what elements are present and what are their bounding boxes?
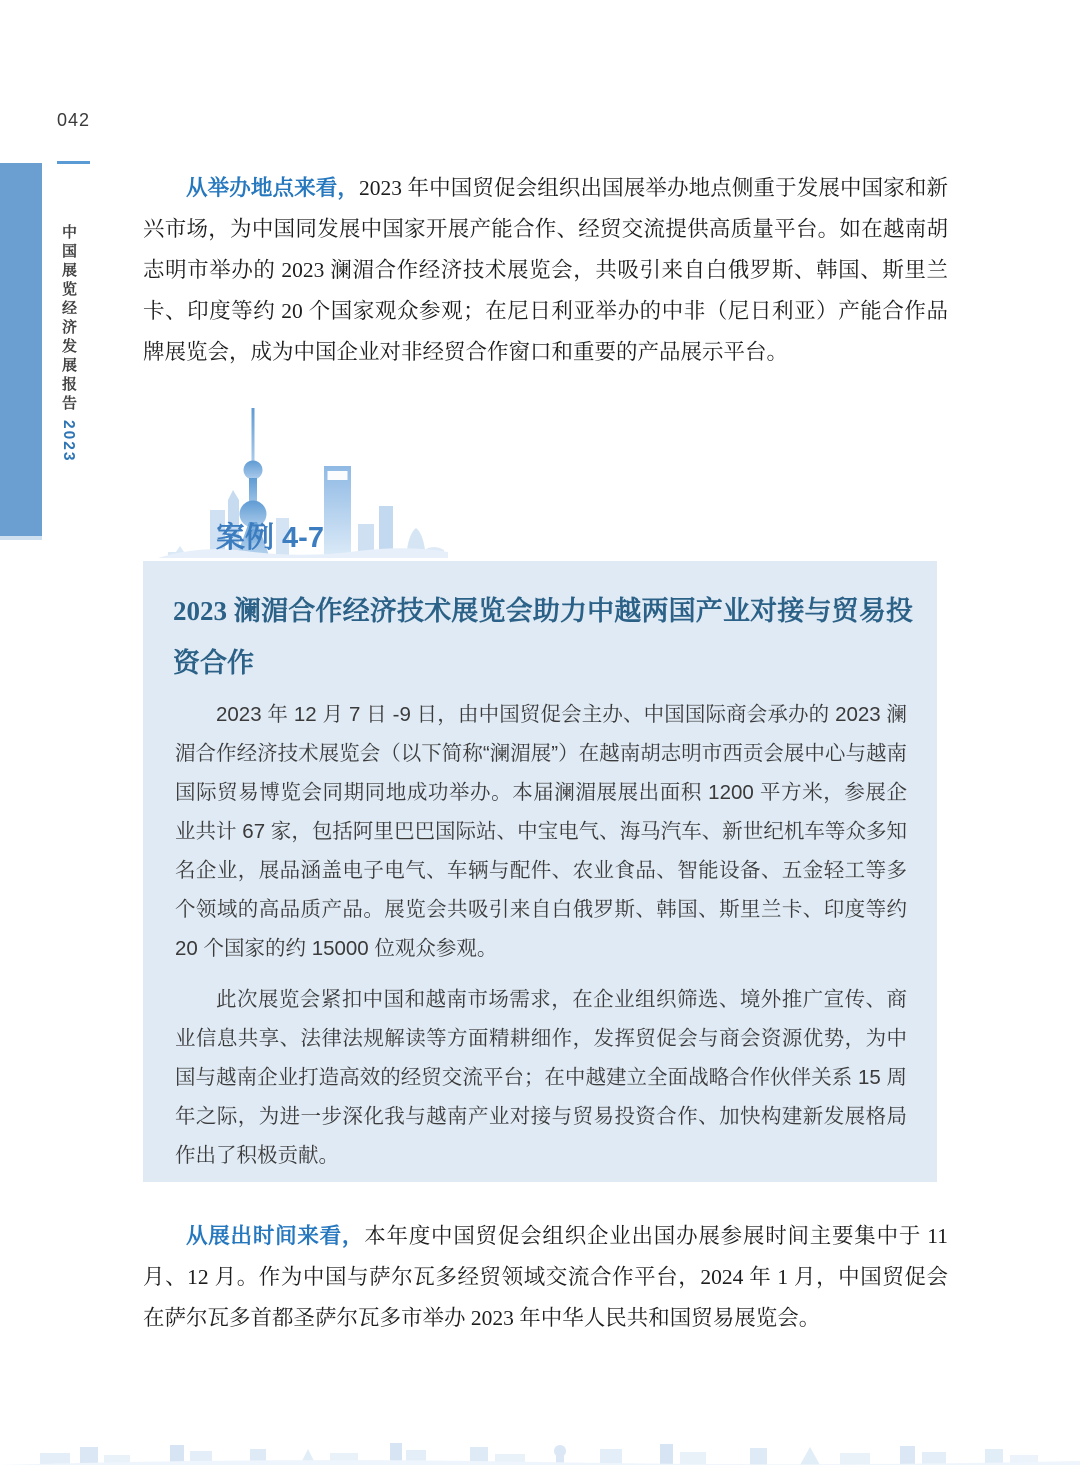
sidebar-title-text: 中国展览经济发展报告 bbox=[60, 224, 77, 414]
sidebar-vertical-title bbox=[58, 224, 79, 462]
case-title: 2023 澜湄合作经济技术展览会助力中越两国产业对接与贸易投资合作 bbox=[173, 596, 913, 678]
case-paragraph-2: 此次展览会紧扣中国和越南市场需求，在企业组织筛选、境外推广宣传、商业信息共享、法律法规解读等方面精耕细作，发挥贸促会与商会资源优势，为中国与越南企业打造高效的经贸交流平台；在中越建立全面战略合作伙伴关系 15 周年之际，为进一步深化我与越南产业对接与贸易投资合作、加快构建新发展格局作出了积极贡献。 bbox=[175, 988, 907, 1167]
sidebar-year: 2023 bbox=[60, 420, 77, 463]
case-body bbox=[175, 695, 907, 1187]
page-number-rule bbox=[57, 161, 90, 164]
case-box bbox=[143, 561, 937, 1182]
closing-paragraph-text: 本年度中国贸促会组织企业出国办展参展时间主要集中于 11 月、12 月。作为中国与萨尔瓦多经贸领域交流合作平台，2024 年 1 月，中国贸促会在萨尔瓦多首都圣萨尔瓦多市举办 2023 年中华人民共和国贸易展览会。 bbox=[143, 1224, 948, 1330]
intro-paragraph-text: 2023 年中国贸促会组织出国展举办地点侧重于发展中国家和新兴市场，为中国同发展中国家开展产能合作、经贸交流提供高质量平台。如在越南胡志明市举办的 2023 澜湄合作经济技术展览会，共吸引来自白俄罗斯、韩国、斯里兰卡、印度等约 20 个国家观众参观；在尼日利亚举办的中非（尼日利亚）产能合作品牌展览会，成为中国企业对非经贸合作窗口和重要的产品展示平台。 bbox=[143, 176, 948, 364]
case-label-block bbox=[158, 406, 448, 558]
closing-paragraph-lead: 从展出时间来看， bbox=[186, 1224, 365, 1248]
case-paragraph-1: 2023 年 12 月 7 日 -9 日，由中国贸促会主办、中国国际商会承办的 2023 澜湄合作经济技术展览会（以下简称“澜湄展”）在越南胡志明市西贡会展中心与越南国际贸易博览会同期同地成功举办。本届澜湄展展出面积 1200 平方米，参展企业共计 67 家，包括阿里巴巴国际站、中宝电气、海马汽车、新世纪机车等众多知名企业，展品涵盖电子电气、车辆与配件、农业食品、智能设备、五金轻工等多个领域的高品质产品。展览会共吸引来自白俄罗斯、韩国、斯里兰卡、印度等约 20 个国家的约 15000 位观众参观。 bbox=[175, 703, 907, 960]
case-label: 案例 4-7 bbox=[216, 522, 324, 554]
footer-skyline-graphic bbox=[0, 1435, 1080, 1465]
page-number: 042 bbox=[57, 110, 91, 130]
closing-paragraph bbox=[143, 1216, 948, 1339]
intro-paragraph bbox=[143, 168, 948, 373]
intro-paragraph-lead: 从举办地点来看， bbox=[186, 176, 359, 200]
sidebar-accent-bar bbox=[0, 163, 42, 540]
